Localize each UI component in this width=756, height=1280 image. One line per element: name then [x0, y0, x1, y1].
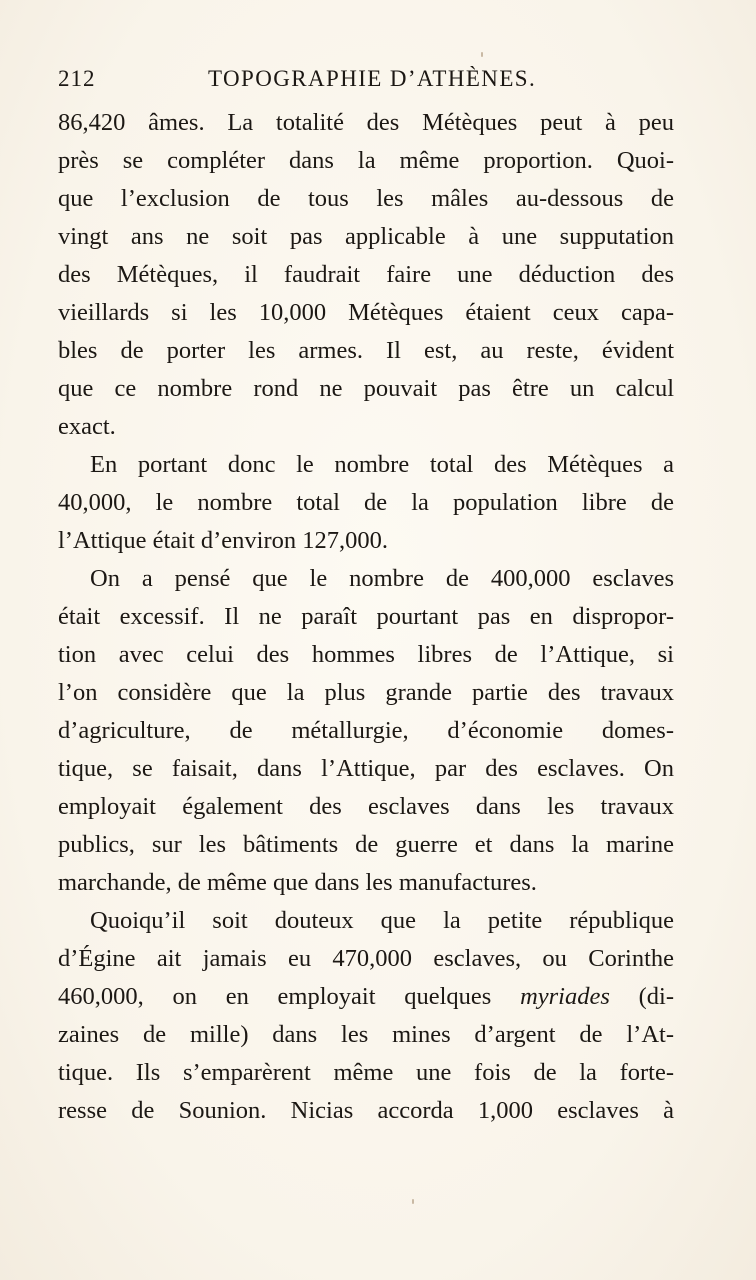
- text-line: exact.: [58, 413, 116, 440]
- text-line: vingt ans ne soit pas applicable à une supputation: [58, 223, 674, 250]
- text-line: l’on considère que la plus grande partie des travaux: [58, 679, 674, 706]
- text-line: tion avec celui des hommes libres de l’Attique, si: [58, 641, 674, 668]
- text-line: 86,420 âmes. La totalité des Métèques peut à peu: [58, 109, 674, 136]
- text-line: d’agriculture, de métallurgie, d’économie domes-: [58, 717, 674, 744]
- text-line: resse de Sounion. Nicias accorda 1,000 esclaves à: [58, 1097, 674, 1124]
- text-line: était excessif. Il ne paraît pourtant pas en dispropor-: [58, 603, 674, 630]
- running-head: TOPOGRAPHIE D’ATHÈNES.: [208, 66, 537, 91]
- italic-term: myriades: [520, 983, 610, 1010]
- text-line: vieillards si les 10,000 Métèques étaient ceux capa-: [58, 299, 674, 326]
- text-line: des Métèques, il faudrait faire une déduction des: [58, 261, 674, 288]
- text-line: l’Attique était d’environ 127,000.: [58, 527, 388, 554]
- paper-speck: [412, 1199, 414, 1204]
- text-line: publics, sur les bâtiments de guerre et dans la marine: [58, 831, 674, 858]
- text-line: tique. Ils s’emparèrent même une fois de la forte-: [58, 1059, 674, 1086]
- text-line: On a pensé que le nombre de 400,000 esclaves: [90, 565, 674, 592]
- text-line: 40,000, le nombre total de la population libre de: [58, 489, 674, 516]
- text-line: Quoiqu’il soit douteux que la petite république: [90, 907, 674, 934]
- text-line: que ce nombre rond ne pouvait pas être un calcul: [58, 375, 674, 402]
- paper-speck: [481, 52, 483, 57]
- text-fragment: 460,000, on en employait quelques: [58, 983, 492, 1010]
- text-line: zaines de mille) dans les mines d’argent de l’At-: [58, 1021, 674, 1048]
- text-line: près se compléter dans la même proportion. Quoi-: [58, 147, 674, 174]
- text-line-with-italic: [58, 978, 674, 1016]
- text-line: bles de porter les armes. Il est, au reste, évident: [58, 337, 674, 364]
- page-header: [58, 66, 698, 96]
- text-line: En portant donc le nombre total des Métèques a: [90, 451, 674, 478]
- text-line: marchande, de même que dans les manufactures.: [58, 869, 537, 896]
- page-number: 212: [58, 66, 96, 91]
- text-line: employait également des esclaves dans les travaux: [58, 793, 674, 820]
- text-line: d’Égine ait jamais eu 470,000 esclaves, ou Corinthe: [58, 945, 674, 972]
- text-line: tique, se faisait, dans l’Attique, par des esclaves. On: [58, 755, 674, 782]
- text-fragment: (di-: [638, 983, 675, 1010]
- text-line: que l’exclusion de tous les mâles au-dessous de: [58, 185, 674, 212]
